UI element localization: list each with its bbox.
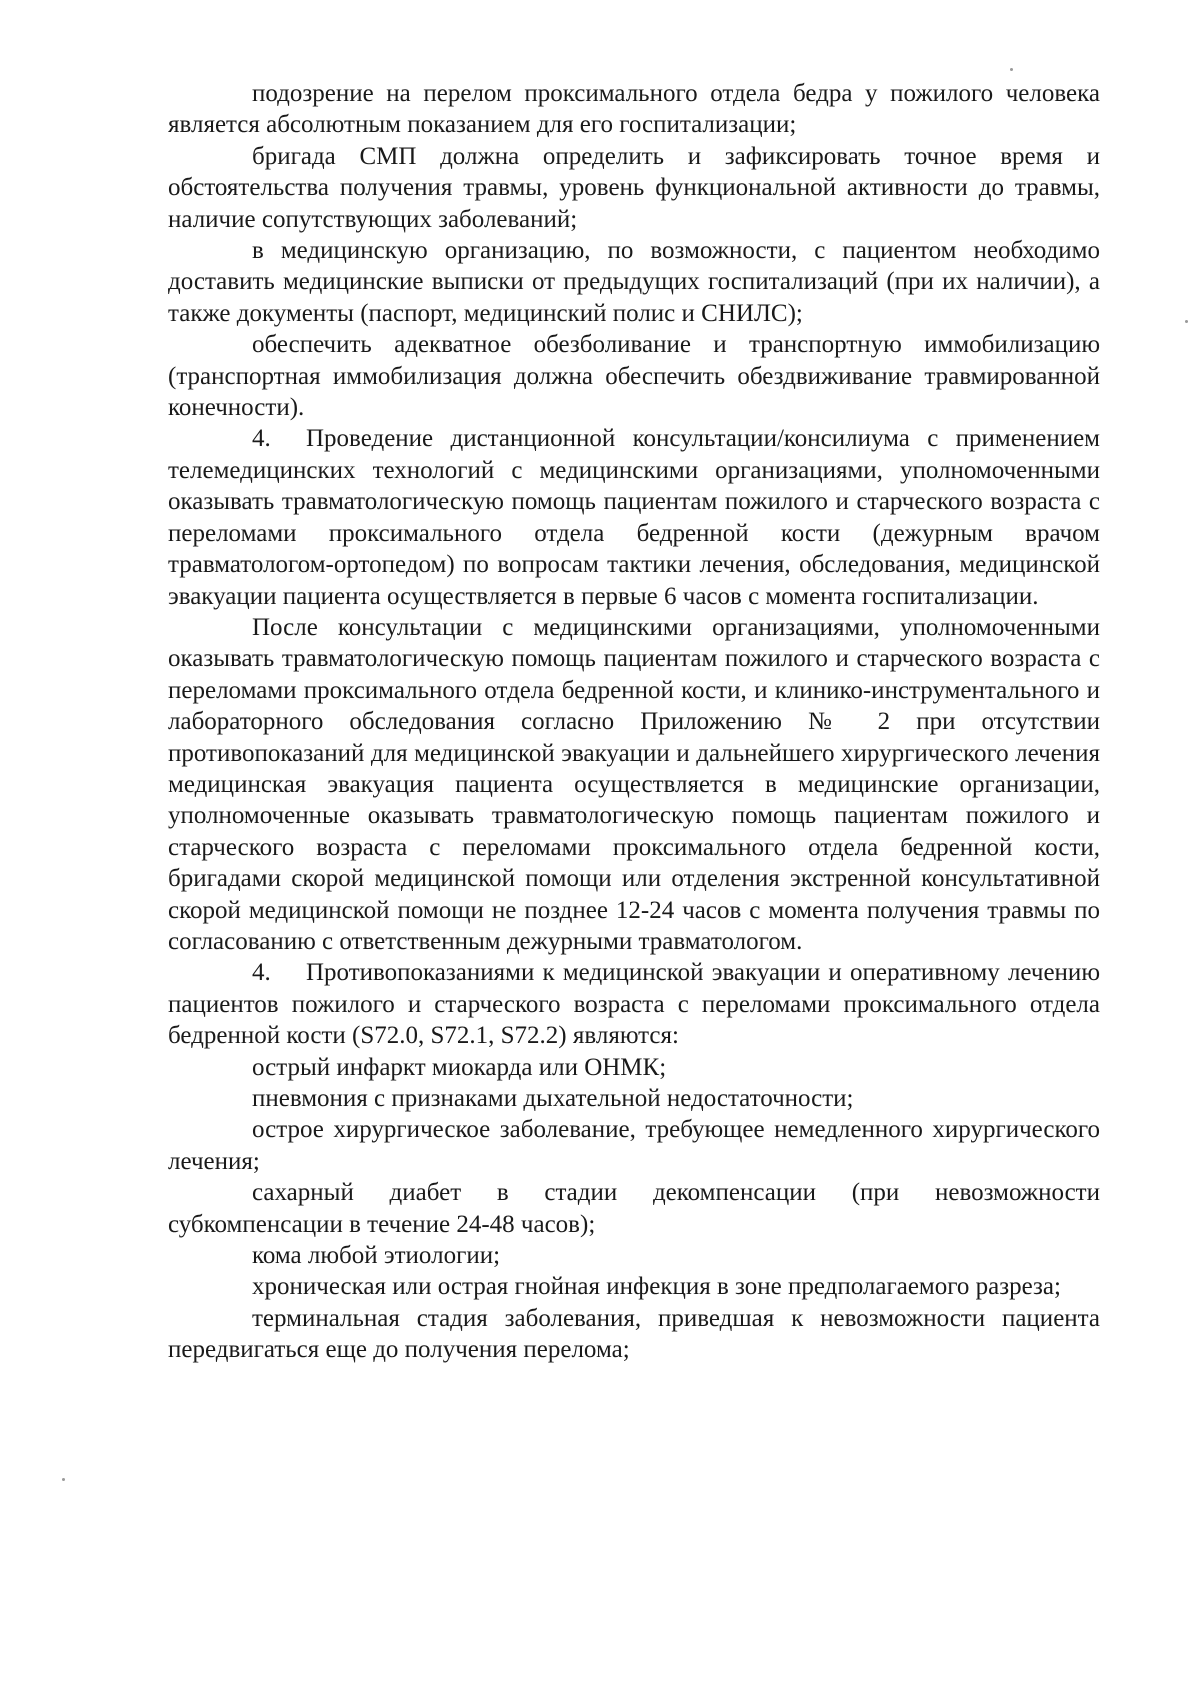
paragraph-documents: в медицинскую организацию, по возможности, с пациентом необходимо доставить медицинские выписки от предыдущих госпитализаций (при их наличии), а также документы (паспорт, медицинский полис и СНИЛС); bbox=[168, 237, 1100, 327]
paragraph-telemedicine-text: Проведение дистанционной консультации/консилиума с применением телемедицинских технологий с медицинскими организациями, уполномоченными оказывать травматологическую помощь пациентам пожилого и старческого возраста с переломами проксимального отдела бедренной кости (дежурным врачом травматологом-ортопедом) по вопросам тактики лечения, обследования, медицинской эвакуации пациента осуществляется в первые 6 часов с момента госпитализации. bbox=[168, 425, 1100, 610]
list-item-coma: кома любой этиологии; bbox=[252, 1242, 501, 1270]
scan-speck bbox=[1010, 68, 1013, 71]
list-item-terminal-stage: терминальная стадия заболевания, приведшая к невозможности пациента передвигаться еще до получения перелома; bbox=[168, 1304, 1100, 1364]
paragraph-immobilization: обеспечить адекватное обезболивание и транспортную иммобилизацию (транспортная иммобилизация должна обеспечить обездвиживание травмированной конечности). bbox=[168, 331, 1100, 422]
paragraph-number: 4. bbox=[252, 959, 271, 987]
list-item-surgical-disease: острое хирургическое заболевание, требующее немедленного хирургического лечения; bbox=[168, 1116, 1100, 1175]
paragraph-evacuation: После консультации с медицинскими организациями, уполномоченными оказывать травматологическую помощь пациентам пожилого и старческого возраста с переломами проксимального отдела бедренной кости, и клинико-инструментального и лабораторного обследования согласно Приложению № 2 при отсутствии противопоказаний для медицинской эвакуации и дальнейшего хирургического лечения медицинская эвакуация пациента осуществляется в медицинские организации, уполномоченные оказывать травматологическую помощь пациентам пожилого и старческого возраста с переломами проксимального отдела бедренной кости, бригадами скорой медицинской помощи или отделения экстренной консультативной скорой медицинской помощи не позднее 12-24 часов с момента получения травмы по согласованию с ответственным дежурными травматологом. bbox=[168, 613, 1100, 955]
paragraph-suspicion: подозрение на перелом проксимального отдела бедра у пожилого человека является абсолютным показанием для его госпитализации; bbox=[168, 80, 1100, 139]
document-page bbox=[168, 78, 1100, 1366]
paragraph-telemedicine bbox=[168, 423, 1100, 611]
paragraph-contraindications-text: Противопоказаниями к медицинской эвакуации и оперативному лечению пациентов пожилого и старческого возраста с переломами проксимального отдела бедренной кости (S72.0, S72.1, S72.2) являются: bbox=[168, 959, 1100, 1050]
list-item-infection: хроническая или острая гнойная инфекция в зоне предполагаемого разреза; bbox=[252, 1273, 1061, 1301]
paragraph-ems-team: бригада СМП должна определить и зафиксировать точное время и обстоятельства получения травмы, уровень функциональной активности до травмы, наличие сопутствующих заболеваний; bbox=[168, 142, 1100, 233]
scan-speck bbox=[1185, 320, 1188, 323]
paragraph-number: 4. bbox=[252, 425, 271, 453]
list-item-infarction: острый инфаркт миокарда или ОНМК; bbox=[252, 1053, 667, 1081]
scan-speck bbox=[62, 1478, 65, 1481]
paragraph-contraindications bbox=[168, 957, 1100, 1051]
list-item-pneumonia: пневмония с признаками дыхательной недостаточности; bbox=[252, 1085, 854, 1112]
list-item-diabetes: сахарный диабет в стадии декомпенсации (при невозможности субкомпенсации в течение 24-48 часов); bbox=[168, 1179, 1100, 1238]
